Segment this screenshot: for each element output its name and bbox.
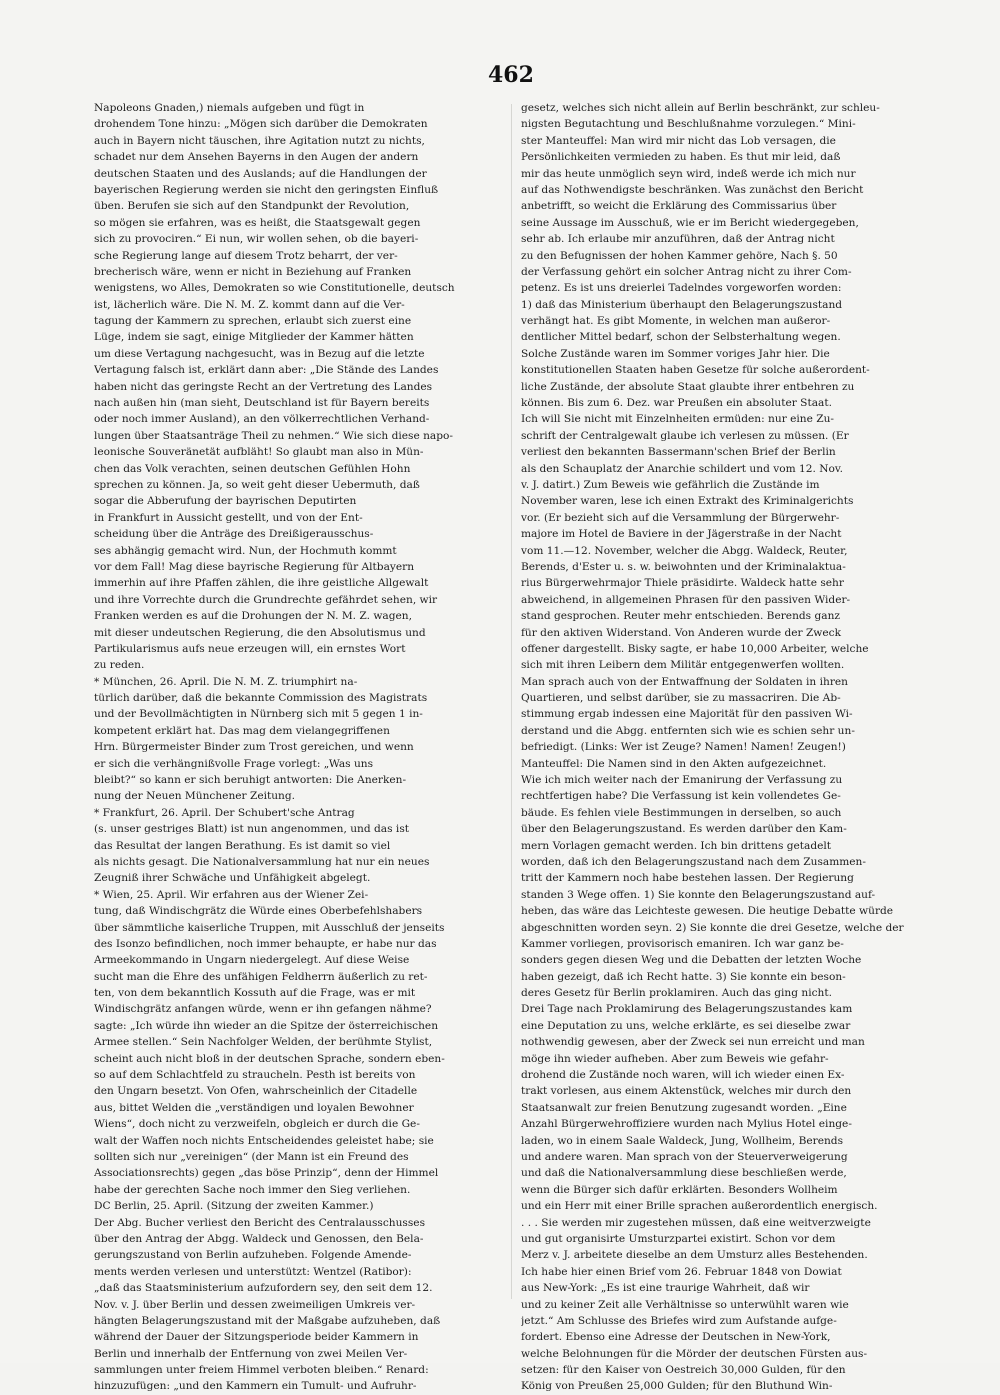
text-line: Anzahl Bürgerwehroffiziere wurden nach Mylius Hotel einge- [521,1118,852,1131]
text-line: und ein Herr mit einer Brille sprachen außerordentlich energisch. [521,1200,878,1213]
page-number: 462 [488,62,534,88]
text-line: nothwendig gewesen, aber der Zweck sei nun erreicht und man [521,1036,865,1049]
text-line: und zu keiner Zeit alle Verhältnisse so unterwühlt waren wie [521,1298,849,1311]
text-line: als den Schauplatz der Anarchie schildert und vom 12. Nov. [521,462,843,475]
text-line: eine Deputation zu uns, welche erklärte, es sei dieselbe zwar [521,1019,851,1032]
text-line: ses abhängig gemacht wird. Nun, der Hochmuth kommt [94,544,397,557]
text-line: setzen: für den Kaiser von Oestreich 30,000 Gulden, für den [521,1364,846,1377]
text-line: heben, das wäre das Leichteste gewesen. Die heutige Debatte würde [521,905,894,918]
text-line: mir das heute unmöglich seyn wird, indeß werde ich mich nur [521,167,856,180]
text-line: Solche Zustände waren im Sommer voriges Jahr hier. Die [521,347,830,360]
text-line: rius Bürgerwehrmajor Thiele präsidirte. Waldeck hatte sehr [521,577,844,590]
text-line: bayerischen Regierung werden sie nicht den geringsten Einfluß [94,183,439,196]
text-line: immerhin auf ihre Pfaffen zählen, die ihre geistliche Allgewalt [94,577,429,590]
text-line: nigsten Begutachtung und Beschlußnahme vorzulegen.“ Mini- [521,118,856,131]
text-line: auf das Nothwendigste beschränken. Was zunächst den Bericht [521,183,864,196]
text-line: scheidung über die Anträge des Dreißigerausschus- [94,528,374,541]
text-line: (s. unser gestriges Blatt) ist nun angenommen, und das ist [94,823,410,836]
text-line: November waren, lese ich einen Extrakt des Kriminalgerichts [521,495,854,508]
text-line: * Wien, 25. April. Wir erfahren aus der Wiener Zei- [94,888,369,901]
text-line: kompetent erklärt hat. Das mag dem vielangegriffenen [94,724,390,737]
text-line: über den Belagerungszustand. Es werden darüber den Kam- [521,823,847,836]
text-line: des Isonzo befindlichen, noch immer behaupte, er habe nur das [94,937,437,950]
text-line: mit dieser undeutschen Regierung, die den Absolutismus und [94,626,426,639]
text-line: hinzuzufügen: „und den Kammern ein Tumult- und Aufruhr- [94,1380,417,1393]
text-line: und der Bevollmächtigten in Nürnberg sich mit 5 gegen 1 in- [94,708,423,721]
text-line: tagung der Kammern zu sprechen, erlaubt sich zuerst eine [94,315,412,328]
text-line: als nichts gesagt. Die Nationalversammlung hat nur ein neues [94,855,430,868]
text-line: verhängt hat. Es gibt Momente, in welchen man außeror- [521,315,831,328]
text-line: derstand und die Abgg. entfernten sich wie es schien sehr un- [521,724,855,737]
text-line: 1) daß das Ministerium überhaupt den Belagerungszustand [521,298,843,311]
text-line: Persönlichkeiten vermieden zu haben. Es thut mir leid, daß [521,151,841,164]
text-line: auch in Bayern nicht täuschen, ihre Agitation nutzt zu nichts, [94,134,425,147]
text-line: laden, wo in einem Saale Waldeck, Jung, Wollheim, Berends [521,1134,844,1147]
text-line: bleibt?“ so kann er sich beruhigt antworten: Die Anerken- [94,774,407,787]
text-line: und daß die Nationalversammlung diese beschließen werde, [521,1167,847,1180]
text-line: zu reden. [94,659,145,672]
text-line: leonische Souveränetät aufbläht! So glaubt man also in Mün- [94,446,424,459]
text-line: und ihre Vorrechte durch die Grundrechte gefährdet sehen, wir [94,593,438,606]
text-line: Ich habe hier einen Brief vom 26. Februar 1848 von Dowiat [521,1265,842,1278]
text-line: Quartieren, und selbst darüber, sie zu massacriren. Die Ab- [521,692,841,705]
text-line: Merz v. J. arbeitete dieselbe an dem Umsturz alles Bestehenden. [521,1249,868,1262]
column-divider [511,104,512,1299]
text-line: sche Regierung lange auf diesem Trotz beharrt, der ver- [94,249,398,262]
text-line: Armee stellen.“ Sein Nachfolger Welden, der berühmte Stylist, [94,1036,433,1049]
text-line: sagte: „Ich würde ihn wieder an die Spitze der österreichischen [94,1019,439,1032]
text-line: tritt der Kammern noch habe bestehen lassen. Der Regierung [521,872,854,885]
text-line: standen 3 Wege offen. 1) Sie konnte den Belagerungszustand auf- [521,888,876,901]
text-line: offener dargestellt. Bisky sagte, er habe 10,000 Arbeiter, welche [521,642,869,655]
text-line: vom 11.—12. November, welcher die Abgg. Waldeck, Reuter, [521,544,848,557]
text-line: und gut organisirte Umsturzpartei existirt. Schon vor dem [521,1232,836,1245]
text-line: Berlin und innerhalb der Entfernung von zwei Meilen Ver- [94,1347,408,1360]
text-line: DC Berlin, 25. April. (Sitzung der zweiten Kammer.) [94,1200,374,1213]
text-line: welche Belohnungen für die Mörder der deutschen Fürsten aus- [521,1347,868,1360]
text-line: rechtfertigen habe? Die Verfassung ist kein vollendetes Ge- [521,790,841,803]
text-line: mern Vorlagen gemacht werden. Ich bin drittens getadelt [521,839,832,852]
text-line: wenigstens, wo Alles, Demokraten so wie Constitutionelle, deutsch [94,282,455,295]
text-line: Manteuffel: Die Namen sind in den Akten aufgezeichnet. [521,757,827,770]
text-line: sich zu provociren.“ Ei nun, wir wollen sehen, ob die bayeri- [94,233,419,246]
text-line: sonders gegen diesen Weg und die Debatten der letzten Woche [521,954,862,967]
text-line: der Verfassung gehört ein solcher Antrag nicht zu ihrer Com- [521,265,852,278]
text-line: für den aktiven Widerstand. Von Anderen wurde der Zweck [521,626,841,639]
text-line: König von Preußen 25,000 Gulden; für den Bluthund Win- [521,1380,833,1393]
text-line: ster Manteuffel: Man wird mir nicht das Lob versagen, die [521,134,836,147]
text-line: abweichend, in allgemeinen Phrasen für den passiven Wider- [521,593,851,606]
text-line: können. Bis zum 6. Dez. war Preußen ein absoluter Staat. [521,397,832,410]
text-line: Wie ich mich weiter nach der Emanirung der Verfassung zu [521,774,843,787]
text-line: konstitutionellen Staaten haben Gesetze für solche außerordent- [521,364,870,377]
text-line: deres Gesetz für Berlin proklamiren. Auch das ging nicht. [521,987,832,1000]
text-line: vor. (Er bezieht sich auf die Versammlung der Bürgerwehr- [521,511,840,524]
text-line: drohendem Tone hinzu: „Mögen sich darüber die Demokraten [94,118,428,131]
text-line: um diese Vertagung nachgesucht, was in Bezug auf die letzte [94,347,425,360]
text-line: sehr ab. Ich erlaube mir anzuführen, daß der Antrag nicht [521,233,835,246]
text-line: Zeugniß ihrer Schwäche und Unfähigkeit abgelegt. [94,872,371,885]
text-line: Vertagung falsch ist, erklärt dann aber: „Die Stände des Landes [94,364,439,377]
text-line: anbetrifft, so weicht die Erklärung des Commissarius über [521,200,837,213]
text-line: sogar die Abberufung der bayrischen Deputirten [94,495,357,508]
text-line: bäude. Es fehlen viele Bestimmungen in derselben, so auch [521,806,842,819]
text-line: Nov. v. J. über Berlin und dessen zweimeiligen Umkreis ver- [94,1298,416,1311]
text-line: Berends, d'Ester u. s. w. beiwohnten und der Kriminalaktua- [521,560,846,573]
text-line: v. J. datirt.) Zum Beweis wie gefährlich die Zustände im [521,478,820,491]
text-line: aus New-York: „Es ist eine traurige Wahrheit, daß wir [521,1282,810,1295]
text-line: zu den Befugnissen der hohen Kammer gehöre, Nach §. 50 [521,249,838,262]
text-line: stand gesprochen. Reuter mehr entschieden. Berends ganz [521,610,840,623]
text-line: Armeekommando in Ungarn niedergelegt. Auf diese Weise [94,954,410,967]
text-line: Partikularismus aufs neue erzeugen will, ein ernstes Wort [94,642,406,655]
text-line: über sämmtliche kaiserliche Truppen, mit Ausschluß der jenseits [94,921,445,934]
text-line: ten, von dem bekanntlich Kossuth auf die Frage, was er mit [94,987,416,1000]
text-line: Staatsanwalt zur freien Benutzung zugesandt worden. „Eine [521,1101,847,1114]
text-line: drohend die Zustände noch waren, will ich wieder einen Ex- [521,1069,845,1082]
text-line: türlich darüber, daß die bekannte Commission des Magistrats [94,692,428,705]
text-line: Drei Tage nach Proklamirung des Belagerungszustandes kam [521,1003,853,1016]
text-line: Ich will Sie nicht mit Einzelnheiten ermüden: nur eine Zu- [521,413,835,426]
text-line: sucht man die Ehre des unfähigen Feldherrn äußerlich zu ret- [94,970,428,983]
right-text-column [521,100,939,1395]
text-line: jetzt.“ Am Schlusse des Briefes wird zum Aufstande aufge- [521,1314,837,1327]
text-line: schadet nur dem Ansehen Bayerns in den Augen der andern [94,151,419,164]
text-line: gesetz, welches sich nicht allein auf Berlin beschränkt, zur schleu- [521,102,880,114]
text-line: Der Abg. Bucher verliest den Bericht des Centralausschusses [94,1216,426,1229]
text-line: er sich die verhängnißvolle Frage vorlegt: „Was uns [94,757,374,770]
text-line: walt der Waffen noch nichts Entscheidendes geleistet habe; sie [94,1134,434,1147]
text-line: lungen über Staatsanträge Theil zu nehmen.“ Wie sich diese napo- [94,429,453,442]
text-line: wenn die Bürger sich dafür erklärten. Besonders Wollheim [521,1183,838,1196]
text-line: Windischgrätz anfangen würde, wenn er ihn gefangen nähme? [94,1003,432,1016]
text-line: und andere waren. Man sprach von der Steuerverweigerung [521,1151,848,1163]
text-line: scheint auch nicht bloß in der deutschen Sprache, sondern eben- [94,1052,445,1065]
text-line: chen das Volk verachten, seinen deutschen Gefühlen Hohn [94,462,411,475]
text-line: seine Aussage im Ausschuß, wie er im Bericht wiedergegeben, [521,216,859,229]
text-line: worden, daß ich den Belagerungszustand nach dem Zusammen- [521,855,866,868]
text-line: nach außen hin (man sieht, Deutschland ist für Bayern bereits [94,397,430,410]
text-line: während der Dauer der Sitzungsperiode beider Kammern in [94,1331,419,1344]
text-line: habe der gerechten Sache noch immer den Sieg verliehen. [94,1183,411,1196]
text-line: gerungszustand von Berlin aufzuheben. Folgende Amende- [94,1249,412,1262]
text-line: sammlungen unter freiem Himmel verboten bleiben.“ Renard: [94,1364,429,1377]
text-line: üben. Berufen sie sich auf den Standpunkt der Revolution, [94,200,410,213]
text-line: Kammer vorliegen, provisorisch emaniren. Ich war ganz be- [521,937,844,950]
text-line: . . . Sie werden mir zugestehen müssen, daß eine weitverzweigte [521,1216,871,1229]
text-line: möge ihn wieder aufheben. Aber zum Beweis wie gefahr- [521,1052,829,1065]
text-line: sollten sich nur „vereinigen“ (der Mann ist ein Freund des [94,1151,409,1163]
text-line: den Ungarn besetzt. Von Ofen, wahrscheinlich der Citadelle [94,1085,418,1098]
text-line: über den Antrag der Abgg. Waldeck und Genossen, den Bela- [94,1232,424,1245]
text-line: oder noch immer Ausland), an den völkerrechtlichen Verhand- [94,413,430,426]
text-line: stimmung ergab indessen eine Majorität für den passiven Wi- [521,708,853,721]
text-line: Hrn. Bürgermeister Binder zum Trost gereichen, und wenn [94,741,414,754]
text-line: vor dem Fall! Mag diese bayrische Regierung für Altbayern [94,560,415,573]
text-line: Associationsrechts) gegen „das böse Prinzip“, denn der Himmel [94,1167,439,1180]
text-line: haben nicht das geringste Recht an der Vertretung des Landes [94,380,433,393]
text-line: haben gezeigt, daß ich Recht hatte. 3) Sie konnte ein beson- [521,970,846,983]
text-line: Lüge, indem sie sagt, einige Mitglieder der Kammer hätten [94,331,414,344]
text-line: ist, lächerlich wäre. Die N. M. Z. kommt dann auf die Ver- [94,298,405,311]
text-line: hängten Belagerungszustand mit der Maßgabe aufzuheben, daß [94,1314,441,1327]
text-line: * München, 26. April. Die N. M. Z. triumphirt na- [94,675,358,688]
text-line: „daß das Staatsministerium aufzufordern sey, den seit dem 12. [94,1282,433,1295]
text-line: abgeschnitten worden seyn. 2) Sie konnte die drei Gesetze, welche der [521,921,904,934]
text-line: Wiens“, doch nicht zu verzweifeln, obgleich er durch die Ge- [94,1118,420,1131]
text-line: dentlicher Mittel bedarf, schon der Selbsterhaltung wegen. [521,331,841,344]
text-line: fordert. Ebenso eine Adresse der Deutschen in New-York, [521,1331,831,1344]
text-line: nung der Neuen Münchener Zeitung. [94,790,296,803]
text-line: tung, daß Windischgrätz die Würde eines Oberbefehlshabers [94,905,423,918]
text-line: so mögen sie erfahren, was es heißt, die Staatsgewalt gegen [94,216,421,229]
text-line: das Resultat der langen Berathung. Es ist damit so viel [94,839,391,852]
text-line: * Frankfurt, 26. April. Der Schubert'sche Antrag [94,806,355,819]
text-line: befriedigt. (Links: Wer ist Zeuge? Namen! Namen! Zeugen!) [521,741,846,754]
text-line: sprechen zu können. Ja, so weit geht dieser Uebermuth, daß [94,478,420,491]
text-line: verliest den bekannten Bassermann'schen Brief der Berlin [521,446,836,459]
text-line: Franken werden es auf die Drohungen der N. M. Z. wagen, [94,610,412,623]
text-line: aus, bittet Welden die „verständigen und loyalen Bewohner [94,1101,414,1114]
text-line: trakt vorlesen, aus einem Aktenstück, welches mir durch den [521,1085,852,1098]
text-line: Man sprach auch von der Entwaffnung der Soldaten in ihren [521,675,848,688]
text-line: so auf dem Schlachtfeld zu straucheln. Pesth ist bereits von [94,1069,416,1082]
text-line: sich mit ihren Leibern dem Militär entgegenwerfen wollten. [521,659,845,672]
text-line: Napoleons Gnaden,) niemals aufgeben und fügt in [94,102,365,114]
text-line: in Frankfurt in Aussicht gestellt, und von der Ent- [94,511,363,524]
text-line: petenz. Es ist uns dreierlei Tadelndes vorgeworfen worden: [521,282,842,295]
text-line: deutschen Staaten und des Auslands; auf die Handlungen der [94,167,427,180]
text-line: schrift der Centralgewalt glaube ich verlesen zu müssen. (Er [521,429,849,442]
text-line: liche Zustände, der absolute Staat glaubte ihrer entbehren zu [521,380,855,393]
text-line: ments werden verlesen und unterstützt: Wentzel (Ratibor): [94,1265,412,1278]
left-text-column [94,100,499,1395]
text-line: majore im Hotel de Baviere in der Jägerstraße in der Nacht [521,528,842,541]
text-line: brecherisch wäre, wenn er nicht in Beziehung auf Franken [94,265,412,278]
